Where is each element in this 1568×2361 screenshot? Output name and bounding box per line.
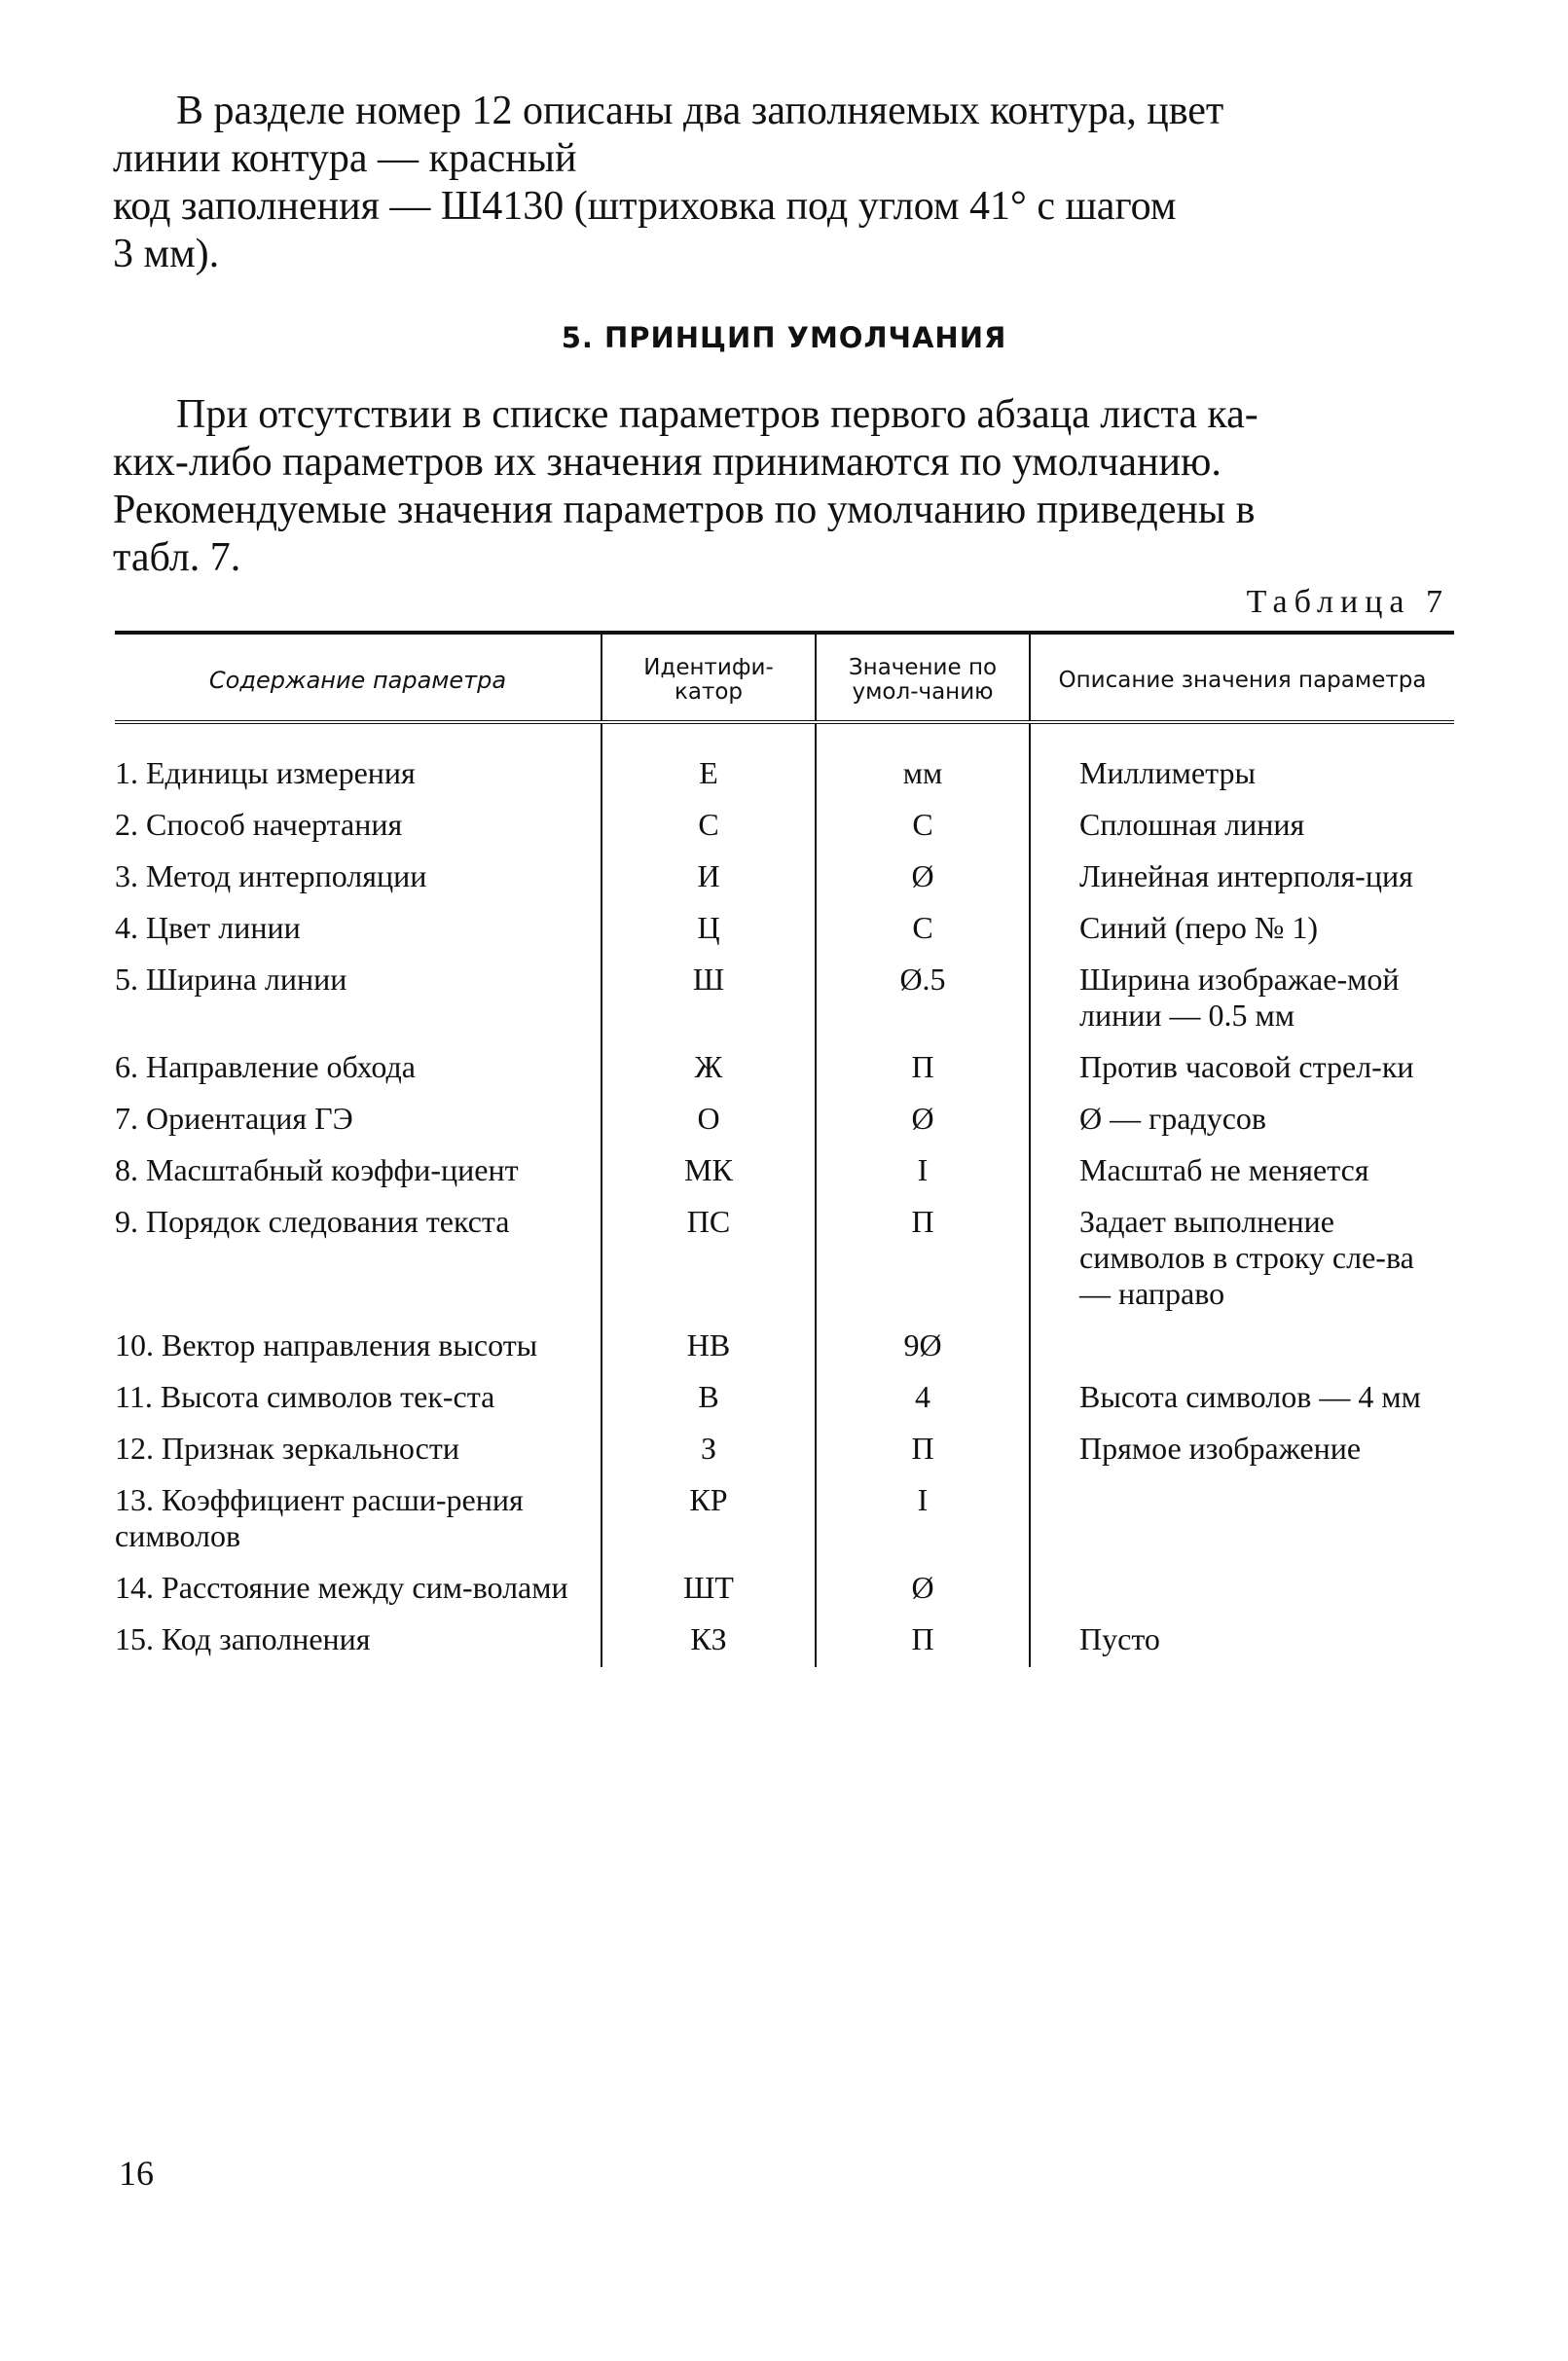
table-row: [115, 1095, 1454, 1146]
header-identifier: Идентифи-катор: [602, 633, 816, 722]
cell-identifier: Ш: [602, 956, 816, 1043]
cell-default-value: С: [816, 904, 1030, 956]
body-line: табл. 7.: [113, 535, 241, 580]
cell-identifier: Ж: [602, 1043, 816, 1095]
cell-default-value: П: [816, 1616, 1030, 1667]
table-header-row: [115, 633, 1454, 722]
cell-description: [1030, 1476, 1454, 1564]
cell-description: Миллиметры: [1030, 722, 1454, 801]
cell-default-value: Ø: [816, 1095, 1030, 1146]
table-row: [115, 801, 1454, 853]
cell-default-value: Ø: [816, 853, 1030, 904]
table-row: [115, 1476, 1454, 1564]
cell-parameter: 15. Код заполнения: [115, 1621, 371, 1656]
cell-default-value: П: [816, 1425, 1030, 1476]
intro-line: линии контура — красный: [113, 136, 577, 181]
intro-paragraph: [113, 88, 1456, 278]
cell-description: [1030, 1564, 1454, 1616]
cell-identifier: КР: [602, 1476, 816, 1564]
table-row: [115, 1198, 1454, 1322]
cell-parameter: 11. Высота символов тек-ста: [115, 1379, 495, 1414]
cell-description: Пусто: [1030, 1616, 1454, 1667]
body-line: При отсутствии в списке параметров первого абзаца листа ка-: [176, 392, 1258, 437]
cell-parameter: 5. Ширина линии: [115, 962, 347, 997]
table-row: [115, 904, 1454, 956]
cell-description: Высота символов — 4 мм: [1030, 1373, 1454, 1425]
table-row: [115, 1146, 1454, 1198]
table-row: [115, 1043, 1454, 1095]
table-row: [115, 1564, 1454, 1616]
cell-parameter: 9. Порядок следования текста: [115, 1204, 510, 1239]
cell-identifier: И: [602, 853, 816, 904]
table-body: [115, 722, 1454, 1667]
body-line: Рекомендуемые значения параметров по умолчанию приведены в: [113, 488, 1256, 532]
cell-identifier: МК: [602, 1146, 816, 1198]
cell-description: Сплошная линия: [1030, 801, 1454, 853]
cell-parameter: 7. Ориентация ГЭ: [115, 1101, 353, 1136]
cell-description: Синий (перо № 1): [1030, 904, 1454, 956]
cell-description: Линейная интерполя-ция: [1030, 853, 1454, 904]
cell-parameter: 2. Способ начертания: [115, 807, 403, 842]
table-row: [115, 956, 1454, 1043]
table-row: [115, 722, 1454, 801]
table-caption: Таблица 7: [1246, 584, 1449, 620]
table-row: [115, 1616, 1454, 1667]
cell-parameter: 13. Коэффициент расши-рения символов: [115, 1482, 524, 1553]
cell-default-value: 9Ø: [816, 1322, 1030, 1373]
defaults-table: [115, 631, 1454, 1667]
cell-parameter: 10. Вектор направления высоты: [115, 1327, 538, 1362]
cell-parameter: 1. Единицы измерения: [115, 755, 416, 790]
header-description: Описание значения параметра: [1030, 633, 1454, 722]
cell-identifier: Ц: [602, 904, 816, 956]
cell-identifier: ПС: [602, 1198, 816, 1322]
body-line: ких-либо параметров их значения принимаются по умолчанию.: [113, 440, 1222, 485]
cell-identifier: В: [602, 1373, 816, 1425]
cell-description: Ø — градусов: [1030, 1095, 1454, 1146]
cell-default-value: I: [816, 1146, 1030, 1198]
cell-default-value: мм: [816, 722, 1030, 801]
cell-parameter: 4. Цвет линии: [115, 910, 301, 945]
cell-identifier: С: [602, 801, 816, 853]
table-row: [115, 1322, 1454, 1373]
cell-parameter: 14. Расстояние между сим-волами: [115, 1570, 568, 1605]
cell-parameter: 12. Признак зеркальности: [115, 1431, 459, 1466]
cell-default-value: П: [816, 1043, 1030, 1095]
cell-identifier: ШТ: [602, 1564, 816, 1616]
cell-default-value: П: [816, 1198, 1030, 1322]
cell-description: Ширина изображае-мой линии — 0.5 мм: [1030, 956, 1454, 1043]
cell-identifier: КЗ: [602, 1616, 816, 1667]
intro-line: 3 мм).: [113, 232, 220, 276]
body-paragraph: [113, 391, 1456, 582]
cell-description: Масштаб не меняется: [1030, 1146, 1454, 1198]
defaults-table-wrap: [115, 631, 1454, 1667]
cell-description: [1030, 1322, 1454, 1373]
table-row: [115, 1373, 1454, 1425]
page-number: 16: [119, 2154, 154, 2193]
cell-identifier: З: [602, 1425, 816, 1476]
cell-default-value: I: [816, 1476, 1030, 1564]
cell-description: Против часовой стрел-ки: [1030, 1043, 1454, 1095]
header-default-value: Значение по умол-чанию: [816, 633, 1030, 722]
intro-line: код заполнения — Ш4130 (штриховка под углом 41° с шагом: [113, 184, 1177, 229]
table-row: [115, 1425, 1454, 1476]
cell-default-value: С: [816, 801, 1030, 853]
cell-default-value: Ø: [816, 1564, 1030, 1616]
cell-identifier: НВ: [602, 1322, 816, 1373]
cell-description: Задает выполнение символов в строку сле-ва — направо: [1030, 1198, 1454, 1322]
intro-line: В разделе номер 12 описаны два заполняемых контура, цвет: [176, 89, 1224, 133]
cell-parameter: 6. Направление обхода: [115, 1049, 416, 1084]
cell-identifier: О: [602, 1095, 816, 1146]
cell-default-value: 4: [816, 1373, 1030, 1425]
cell-parameter: 3. Метод интерполяции: [115, 858, 427, 893]
cell-description: Прямое изображение: [1030, 1425, 1454, 1476]
cell-parameter: 8. Масштабный коэффи-циент: [115, 1152, 519, 1187]
section-heading: 5. ПРИНЦИП УМОЛЧАНИЯ: [561, 321, 1007, 354]
table-row: [115, 853, 1454, 904]
header-parameter: Содержание параметра: [115, 633, 602, 722]
cell-default-value: Ø.5: [816, 956, 1030, 1043]
cell-identifier: Е: [602, 722, 816, 801]
